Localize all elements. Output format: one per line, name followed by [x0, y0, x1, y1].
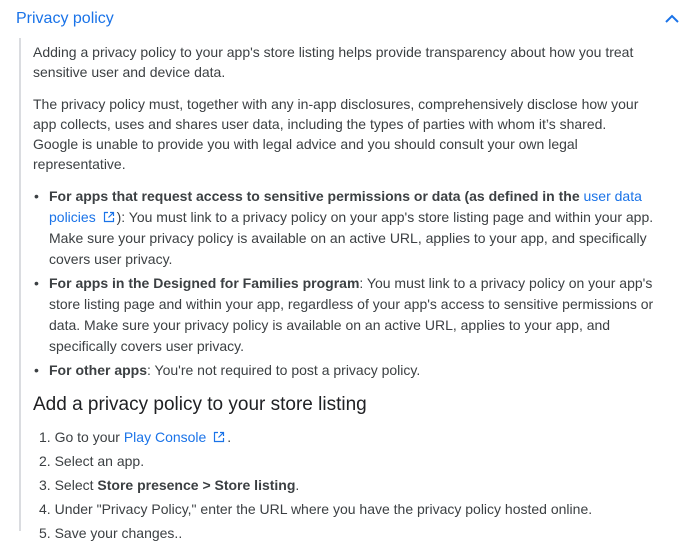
requirement-bold: For apps that request access to sensitive permissions or data (as defined in the: [49, 188, 584, 204]
step-text: Go to your: [54, 429, 124, 445]
list-item: [33, 360, 659, 381]
step-number: 1.: [39, 429, 51, 445]
step-number: 4.: [39, 501, 51, 517]
bullet: •: [34, 362, 39, 378]
requirement-bold: For other apps: [49, 362, 148, 378]
section-title[interactable]: Privacy policy: [16, 10, 114, 27]
requirements-list: [33, 186, 659, 381]
chevron-up-icon[interactable]: [664, 13, 680, 25]
steps-list: [33, 427, 679, 543]
requirement-text: : You're not required to post a privacy policy.: [147, 362, 421, 378]
list-item: [33, 273, 659, 357]
bullet: •: [34, 275, 39, 291]
step-text: Select an app.: [54, 453, 145, 469]
step-number: 5.: [39, 525, 51, 541]
step-item: [33, 523, 679, 543]
step-text: Under "Privacy Policy," enter the URL where you have the privacy policy hosted online.: [54, 501, 593, 517]
requirement-bold: For apps in the Designed for Families program: [49, 275, 360, 291]
step-text: .: [295, 477, 300, 493]
bullet: •: [34, 188, 39, 204]
privacy-policy-section-header[interactable]: [0, 0, 697, 38]
step-text: .: [227, 429, 232, 445]
step-item: [33, 451, 679, 471]
step-item: [33, 427, 679, 447]
user-data-policies-link[interactable]: user data policies: [49, 188, 642, 225]
steps-heading: Add a privacy policy to your store listing: [33, 394, 367, 415]
requirement-text: : You must link to a privacy policy on your app's store listing page and within your app, regardless of your app's access to sensitive permissions or data. Make sure your privacy policy is available on an active URL, applies to your app, and specifically covers user privacy.: [49, 275, 654, 354]
step-text: Select: [54, 477, 98, 493]
intro-paragraph-2: The privacy policy must, together with any in-app disclosures, comprehensively disclose how your app collects, uses and shares user data, including the types of parties with whom it’s shared. Google is unable to provide you with legal advice and you should consult your own legal representative.: [33, 96, 639, 172]
external-link-icon[interactable]: [213, 431, 225, 443]
step-number: 2.: [39, 453, 51, 469]
step-number: 3.: [39, 477, 51, 493]
intro-paragraph-1: Adding a privacy policy to your app's store listing helps provide transparency about how you treat sensitive user and device data.: [33, 44, 634, 80]
step-bold: Store presence > Store listing: [97, 477, 296, 493]
external-link-icon[interactable]: [103, 211, 115, 223]
list-item: [33, 186, 659, 270]
step-item: [33, 475, 679, 495]
requirement-text: ): You must link to a privacy policy on your app's store listing page and within your app. Make sure your privacy policy is available on an active URL, applies to your app, and specifically covers user privacy.: [49, 209, 654, 267]
step-text: Save your changes..: [54, 525, 183, 541]
step-item: [33, 499, 679, 519]
play-console-link[interactable]: Play Console: [123, 429, 207, 445]
section-content: [19, 38, 679, 541]
